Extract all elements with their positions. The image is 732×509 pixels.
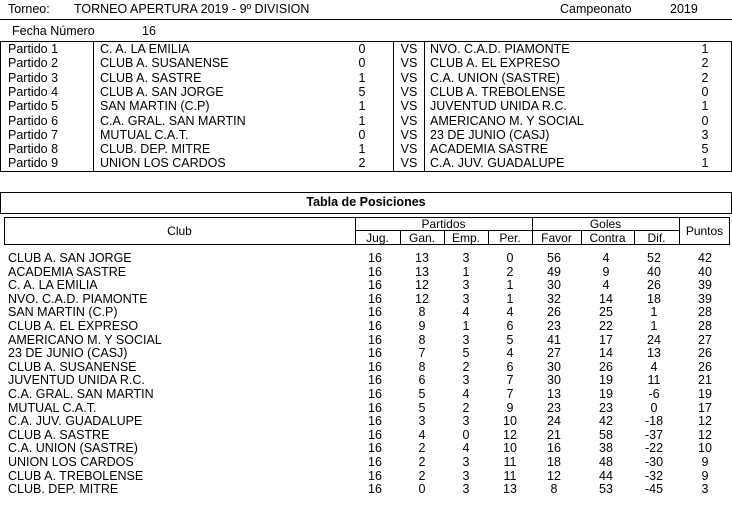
standings-dif: 26 [647,278,661,293]
match-row [0,99,730,113]
standings-per: 10 [503,414,517,429]
standings-fav: 13 [547,387,561,401]
standings-pts: 9 [701,455,709,469]
campeonato-year: 2019 [670,2,698,16]
standings-dif: 11 [647,373,661,388]
standings-jug: 16 [368,251,382,265]
standings-row [0,293,732,307]
standings-emp: 3 [462,251,470,265]
standings-per: 4 [506,346,514,361]
match-vs: VS [400,99,418,114]
standings-per: 11 [503,455,517,469]
standings-club: CLUB A. SUSANENSE [8,359,137,374]
standings-fav: 56 [547,251,561,265]
match-row [0,156,730,170]
standings-con: 22 [599,319,613,333]
standings-fav: 23 [547,400,561,415]
match-vs: VS [400,70,418,85]
match-vs: VS [400,84,418,99]
match-away: C.A. UNION (SASTRE) [430,70,560,85]
standings-dif: 40 [647,264,661,279]
match-away: AMERICANO M. Y SOCIAL [430,113,584,128]
standings-row [0,456,732,470]
standings-row [0,388,732,402]
match-home: UNION LOS CARDOS [100,156,226,171]
standings-club: CLUB. DEP. MITRE [8,482,119,497]
standings-gan: 13 [415,251,429,265]
match-row [0,128,730,142]
standings-pts: 3 [701,482,709,497]
standings-dif: 13 [647,346,661,361]
standings-jug: 16 [368,319,382,333]
standings-pts: 28 [698,319,712,333]
match-hs: 0 [358,42,366,56]
match-home: CLUB A. SASTRE [100,70,202,85]
standings-jug: 16 [368,441,382,456]
standings-row [0,347,732,361]
standings-club: AMERICANO M. Y SOCIAL [8,332,162,347]
standings-pts: 40 [698,264,712,279]
standings-emp: 4 [462,441,470,456]
match-partido: Partido 2 [8,56,59,71]
standings-jug: 16 [368,332,382,347]
match-partido: Partido 5 [8,99,59,114]
match-away: NVO. C.A.D. PIAMONTE [430,42,570,56]
standings-jug: 16 [368,291,382,306]
standings-con: 25 [599,305,613,320]
standings-fav: 49 [547,264,561,279]
standings-row [0,374,732,388]
match-vs: VS [400,42,418,56]
emp-header: Emp. [451,231,480,245]
match-as: 1 [701,156,709,171]
standings-club: CLUB A. EL EXPRESO [8,319,139,333]
standings-per: 7 [506,387,514,401]
match-row [0,85,730,99]
standings-dif: -45 [644,482,664,497]
standings-pts: 39 [698,278,712,293]
standings-per: 5 [506,332,514,347]
standings-gan: 2 [418,441,426,456]
standings-gan: 9 [418,319,426,333]
standings-emp: 3 [462,455,470,469]
standings-gan: 8 [418,332,426,347]
standings-per: 11 [503,468,517,483]
match-vs: VS [400,113,418,128]
standings-con: 26 [599,359,613,374]
standings-emp: 0 [462,427,470,442]
match-partido: Partido 9 [8,156,59,171]
standings-jug: 16 [368,359,382,374]
standings-club: C.A. UNION (SASTRE) [8,441,138,456]
standings-pts: 28 [698,305,712,320]
standings-pts: 26 [698,359,712,374]
match-away: ACADEMIA SASTRE [430,142,549,157]
standings-gan: 2 [418,468,426,483]
standings-title: Tabla de Posiciones [306,195,426,209]
standings-row [0,306,732,320]
match-partido: Partido 8 [8,142,59,157]
standings-emp: 4 [462,305,470,320]
standings-pts: 42 [698,251,712,265]
standings-fav: 26 [547,305,561,320]
fecha-label: Fecha Número [12,24,95,38]
standings-pts: 10 [698,441,712,456]
standings-con: 23 [599,400,613,415]
standings-club: 23 DE JUNIO (CASJ) [8,346,128,361]
standings-per: 1 [506,278,514,293]
goles-header: Goles [589,217,622,231]
standings-gan: 5 [418,387,426,401]
standings-gan: 12 [415,278,429,293]
standings-dif: -6 [648,387,660,401]
standings-dif: 1 [650,319,658,333]
standings-pts: 26 [698,346,712,361]
standings-con: 58 [599,427,613,442]
standings-jug: 16 [368,373,382,388]
standings-per: 1 [506,291,514,306]
standings-row [0,279,732,293]
match-home: CLUB A. SAN JORGE [100,84,224,99]
standings-pts: 19 [698,387,712,401]
standings-con: 14 [599,291,613,306]
standings-gan: 8 [418,359,426,374]
standings-gan: 12 [415,291,429,306]
standings-jug: 16 [368,427,382,442]
standings-pts: 39 [698,291,712,306]
standings-emp: 3 [462,482,470,497]
match-hs: 1 [358,113,366,128]
standings-fav: 30 [547,359,561,374]
standings-fav: 32 [547,291,561,306]
match-as: 1 [701,99,709,114]
standings-club: CLUB A. TREBOLENSE [8,468,144,483]
standings-fav: 41 [547,332,561,347]
standings-per: 0 [506,251,514,265]
standings-pts: 12 [698,427,712,442]
match-as: 0 [701,113,709,128]
standings-gan: 3 [418,414,426,429]
standings-dif: -18 [644,414,664,429]
match-hs: 1 [358,70,366,85]
standings-pts: 12 [698,414,712,429]
match-row [0,142,730,156]
standings-club: C. A. LA EMILIA [8,278,98,293]
standings-emp: 3 [462,278,470,293]
standings-club: JUVENTUD UNIDA R.C. [8,373,145,388]
match-hs: 5 [358,84,366,99]
standings-row [0,470,732,484]
match-away: 23 DE JUNIO (CASJ) [430,127,550,142]
standings-gan: 4 [418,427,426,442]
standings-jug: 16 [368,305,382,320]
standings-fav: 21 [547,427,561,442]
match-hs: 2 [358,156,366,171]
standings-emp: 3 [462,468,470,483]
contra-header: Contra [589,231,626,245]
match-vs: VS [400,56,418,71]
torneo-name: TORNEO APERTURA 2019 - 9º DIVISION [74,2,310,16]
standings-per: 13 [503,482,517,497]
partidos-header: Partidos [421,217,466,231]
standings-emp: 3 [462,291,470,306]
standings-fav: 16 [547,441,561,456]
match-hs: 1 [358,99,366,114]
standings-dif: 24 [647,332,661,347]
standings-per: 9 [506,400,514,415]
standings-per: 10 [503,441,517,456]
fecha-number: 16 [142,24,156,38]
standings-row [0,361,732,375]
standings-per: 4 [506,305,514,320]
match-away: JUVENTUD UNIDA R.C. [430,99,567,114]
match-home: C. A. LA EMILIA [100,42,190,56]
match-home: C.A. GRAL. SAN MARTIN [100,113,246,128]
match-as: 3 [701,127,709,142]
match-as: 1 [701,42,709,56]
standings-dif: -32 [644,468,664,483]
standings-jug: 16 [368,468,382,483]
standings-row [0,429,732,443]
standings-con: 14 [599,346,613,361]
standings-con: 9 [602,264,610,279]
standings-row [0,402,732,416]
standings-per: 2 [506,264,514,279]
match-partido: Partido 7 [8,127,59,142]
standings-con: 19 [599,387,613,401]
standings-club: UNION LOS CARDOS [8,455,134,469]
standings-gan: 2 [418,455,426,469]
standings-jug: 16 [368,278,382,293]
standings-jug: 16 [368,414,382,429]
standings-emp: 3 [462,332,470,347]
standings-fav: 24 [547,414,561,429]
standings-dif: 4 [650,359,658,374]
standings-con: 42 [599,414,613,429]
standings-emp: 2 [462,400,470,415]
standings-con: 44 [599,468,613,483]
standings-jug: 16 [368,455,382,469]
match-home: CLUB A. SUSANENSE [100,56,229,71]
standings-per: 7 [506,373,514,388]
standings-row [0,266,732,280]
match-vs: VS [400,127,418,142]
standings-club: NVO. C.A.D. PIAMONTE [8,291,148,306]
match-partido: Partido 6 [8,113,59,128]
standings-row [0,320,732,334]
standings-gan: 6 [418,373,426,388]
standings-club: C.A. JUV. GUADALUPE [8,414,143,429]
match-row [0,71,730,85]
puntos-header: Puntos [685,224,724,238]
standings-con: 4 [602,278,610,293]
match-partido: Partido 3 [8,70,59,85]
standings-fav: 18 [547,455,561,469]
match-vs: VS [400,156,418,171]
match-home: MUTUAL C.A.T. [100,127,189,142]
standings-emp: 1 [462,264,470,279]
standings-fav: 23 [547,319,561,333]
club-header: Club [167,224,192,238]
standings-per: 6 [506,319,514,333]
match-away: CLUB A. TREBOLENSE [430,84,566,99]
standings-dif: 0 [650,400,658,415]
standings-jug: 16 [368,387,382,401]
standings-pts: 21 [698,373,712,388]
match-row [0,42,730,56]
standings-pts: 9 [701,468,709,483]
standings-pts: 17 [698,400,712,415]
standings-gan: 8 [418,305,426,320]
standings-dif: 52 [647,251,661,265]
standings-jug: 16 [368,400,382,415]
standings-con: 48 [599,455,613,469]
standings-row [0,483,732,497]
standings-gan: 7 [418,346,426,361]
standings-emp: 2 [462,359,470,374]
match-hs: 0 [358,127,366,142]
standings-club: SAN MARTIN (C.P) [8,305,118,320]
favor-header: Favor [541,231,572,245]
standings-fav: 30 [547,373,561,388]
standings-club: C.A. GRAL. SAN MARTIN [8,387,154,401]
standings-gan: 0 [418,482,426,497]
standings-row [0,442,732,456]
standings-club: CLUB A. SAN JORGE [8,251,132,265]
standings-emp: 3 [462,414,470,429]
standings-row [0,415,732,429]
match-away: CLUB A. EL EXPRESO [430,56,561,71]
standings-con: 4 [602,251,610,265]
match-row [0,56,730,70]
campeonato-label: Campeonato [560,2,632,16]
standings-jug: 16 [368,346,382,361]
standings-dif: 1 [650,305,658,320]
standings-con: 38 [599,441,613,456]
header-divider [0,19,732,20]
match-partido: Partido 1 [8,42,59,56]
standings-row [0,252,732,266]
jug-header: Jug. [366,231,389,245]
standings-per: 6 [506,359,514,374]
standings-dif: -37 [644,427,664,442]
match-away: C.A. JUV. GUADALUPE [430,156,565,171]
match-as: 5 [701,142,709,157]
dif-header: Dif. [647,231,666,245]
standings-emp: 4 [462,387,470,401]
standings-fav: 12 [547,468,561,483]
standings-fav: 8 [550,482,558,497]
match-hs: 0 [358,56,366,71]
standings-club: ACADEMIA SASTRE [8,264,127,279]
match-partido: Partido 4 [8,84,59,99]
standings-fav: 27 [547,346,561,361]
standings-jug: 16 [368,482,382,497]
standings-emp: 5 [462,346,470,361]
per-header: Per. [499,231,521,245]
match-home: SAN MARTIN (C.P) [100,99,210,114]
gan-header: Gan. [408,231,435,245]
standings-emp: 3 [462,373,470,388]
standings-con: 53 [599,482,613,497]
match-home: CLUB. DEP. MITRE [100,142,211,157]
standings-dif: -22 [644,441,664,456]
standings-fav: 30 [547,278,561,293]
standings-jug: 16 [368,264,382,279]
standings-per: 12 [503,427,517,442]
standings-con: 19 [599,373,613,388]
standings-dif: -30 [644,455,664,469]
match-row [0,114,730,128]
torneo-label: Torneo: [8,2,50,16]
standings-gan: 5 [418,400,426,415]
match-as: 2 [701,70,709,85]
standings-emp: 1 [462,319,470,333]
standings-dif: 18 [647,291,661,306]
match-hs: 1 [358,142,366,157]
match-as: 0 [701,84,709,99]
standings-pts: 27 [698,332,712,347]
standings-club: CLUB A. SASTRE [8,427,110,442]
match-vs: VS [400,142,418,157]
standings-gan: 13 [415,264,429,279]
standings-row [0,334,732,348]
match-as: 2 [701,56,709,71]
standings-con: 17 [599,332,613,347]
standings-club: MUTUAL C.A.T. [8,400,97,415]
